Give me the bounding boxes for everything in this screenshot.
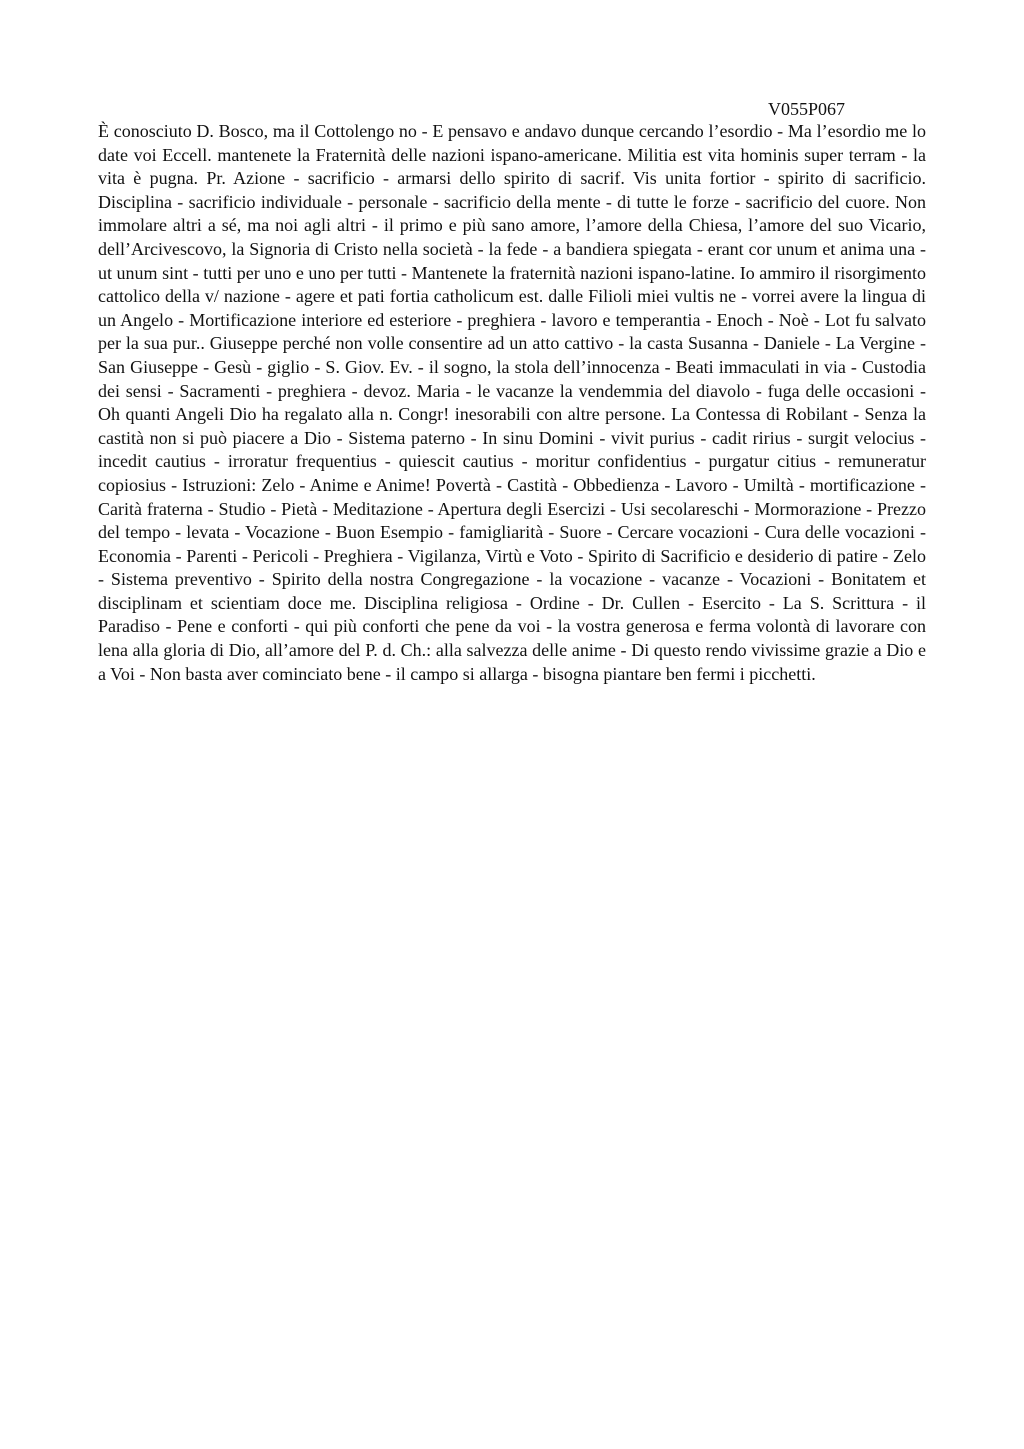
body-paragraph: È conosciuto D. Bosco, ma il Cottolengo no - E pensavo e andavo dunque cercando l’esordio - Ma l’esordio me lo date voi Eccell. mantenete la Fraternità delle nazioni ispano-americane. Militia est vita hominis super terram - la vita è pugna. Pr. Azione - sacrificio - armarsi dello spirito di sacrif. Vis unita fortior - spirito di sacrificio. Disciplina - sacrificio individuale - personale - sacrificio della mente - di tutte le forze - sacrificio del cuore. Non immolare altri a sé, ma noi agli altri - il primo e più sano amore, l’amore della Chiesa, l’amore del suo Vicario, dell’Arcivescovo, la Signoria di Cristo nella società - la fede - a bandiera spiegata - erant cor unum et anima una - ut unum sint - tutti per uno e uno per tutti - Mantenete la fraternità nazioni ispano-latine. Io ammiro il risorgimento cattolico della v/ nazione - agere et pati fortia catholicum est. dalle Filioli miei vultis ne - vorrei avere la lingua di un Angelo - Mortificazione interiore ed esteriore - preghiera - lavoro e temperantia - Enoch - Noè - Lot fu salvato per la sua pur.. Giuseppe perché non volle consentire ad un atto cattivo - la casta Susanna - Daniele - La Vergine - San Giuseppe - Gesù - giglio - S. Giov. Ev. - il sogno, la stola dell’innocenza - Beati immaculati in via - Custodia dei sensi - Sacramenti - preghiera - devoz. Maria - le vacanze la vendemmia del diavolo - fuga delle occasioni - Oh quanti Angeli Dio ha regalato alla n. Congr! inesorabili con altre persone. La Contessa di Robilant - Senza la castità non si può piacere a Dio - Sistema paterno - In sinu Domini - vivit purius - cadit ririus - surgit velocius - incedit cautius - irroratur frequentius - quiescit cautius - moritur confidentius - purgatur citius - remuneratur copiosius - Istruzioni: Zelo - Anime e Anime! Povertà - Castità - Obbedienza - Lavoro - Umiltà - mortificazione - Carità fraterna - Studio - Pietà - Meditazione - Apertura degli Esercizi - Usi secolareschi - Mormorazione - Prezzo del tempo - levata - Vocazione - Buon Esempio - famigliarità - Suore - Cercare vocazioni - Cura delle vocazioni - Economia - Parenti - Pericoli - Preghiera - Vigilanza, Virtù e Voto - Spirito di Sacrificio e desiderio di patire - Zelo - Sistema preventivo - Spirito della nostra Congregazione - la vocazione - vacanze - Vocazioni - Bonitatem et disciplinam et scientiam doce me. Disciplina religiosa - Ordine - Dr. Cullen - Esercito - La S. Scrittura - il Paradiso - Pene e conforti - qui più conforti che pene da voi - la vostra generosa e ferma volontà di lavorare con lena alla gloria di Dio, all’amore del P. d. Ch.: alla salvezza delle anime - Di questo rendo vivissime grazie a Dio e a Voi - Non basta aver cominciato bene - il campo si allarga - bisogna piantare ben fermi i picchetti. — [98, 121, 926, 684]
page-code: V055P067 — [768, 99, 846, 119]
